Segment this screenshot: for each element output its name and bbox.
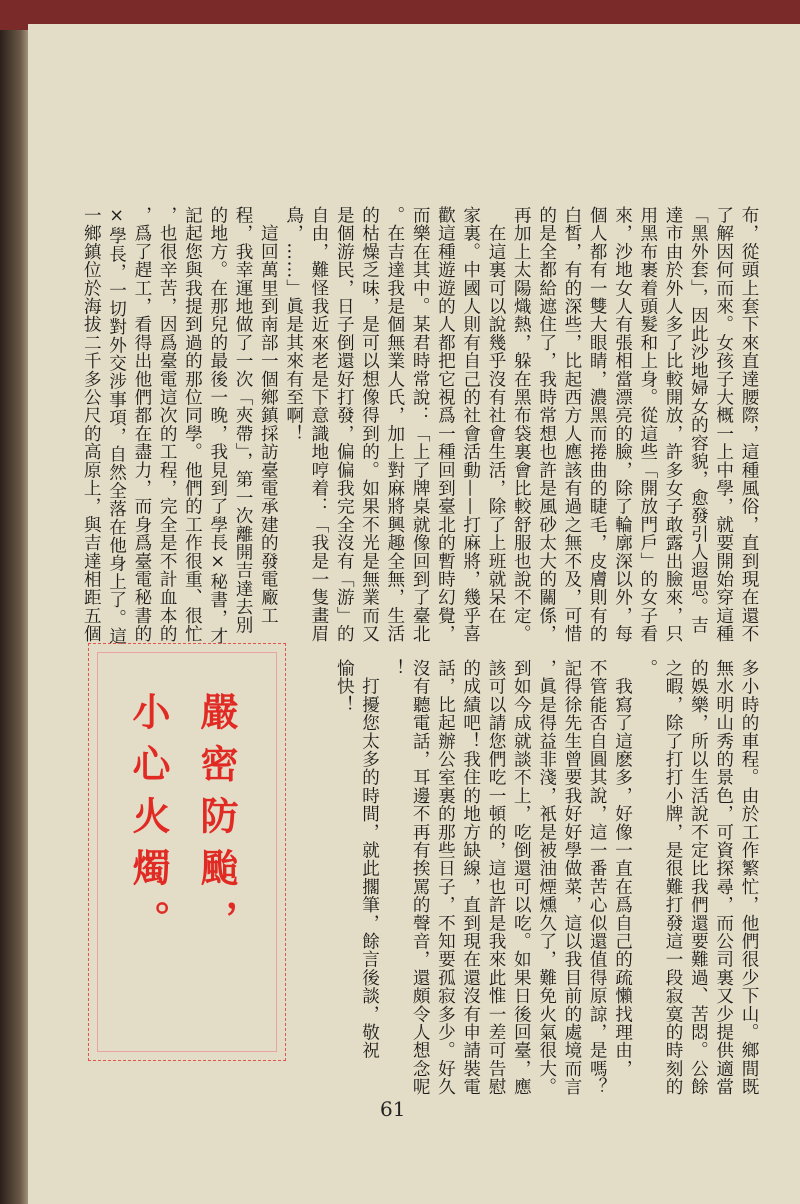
page-number: 61 (380, 1097, 406, 1121)
notice-line-fire: 小心火燭。 (126, 692, 170, 952)
upper-body-text: 布，從頭上套下來直達腰際，這種風俗，直到現在還不 了解因何而來。女孩子大概一上中學，就要開始穿這種 「黑外套」，因此沙地婦女的容貌，愈發引人遐思。吉 達市由於外人多了比較開放，許多女子敢露出臉來，只 用黑布裹着頭髮和上身。從這些「開放門戶」的女子看 來，沙地女人有張相當漂亮的臉，除了輪廓深以外，每 個人都有一雙大眼睛，濃黑而捲曲的睫毛，皮膚則有的 白皙，有的深些，比起西方人應該有過之無不及，可惜 的是全都給遮住了，我時常想也許是風砂太大的關係， 再加上太陽熾熱，躲在黑布袋裏會比較舒服也說不定。 在這裏可以說幾乎沒有社會生活，除了上班就呆在 家裏。中國人則有自己的社會活動——打麻將，幾乎喜 歡這種遊遊的人都把它視爲一種回到臺北的暫時幻覺， 而樂在其中。某君時常說：「上了牌桌就像回到了臺北 。在吉達我是個無業人氏，加上對麻將興趣全無，生活 的枯燥乏味，是可以想像得到的。如果不光是無業而又 是個游民，日子倒還好打發，偏偏我完全沒有「游」的 自由，難怪我近來老是下意識地哼着：「我是一隻畫眉 鳥，……」眞是其來有至啊！ 這回萬里到南部一個鄉鎮採訪臺電承建的發電廠工 程，我幸運地做了一次「夾帶」，第一次離開吉達去別 的地方。在那兒的最後一晚，我見到了學長×秘書，才 記起您與我提到過的那位同學。他們的工作很重、很忙 ，也很辛苦，因爲臺電這次的工程，完全是不計血本的 ，爲了趕工，看得出他們都在盡力，而身爲臺電秘書的 ×學長，一切對外交涉事項，自然全落在他身上了。這 一鄉鎮位於海拔二千多公尺的高原上，與吉達相距五個 (81, 206, 759, 646)
lower-body-text: 多小時的車程。由於工作繁忙，他們很少下山。鄉間既 無水明山秀的景色，可資探尋，而公司裏又少提供適當 的娛樂，所以生活說不定比我們還要難過、苦悶。公餘 之暇，除了打打小牌，是很難打發這一段寂寞的時刻的 。 我寫了這麽多，好像一直在爲自己的疏懶找理由， 不管能否自圓其說，這一番苦心似還值得原諒，是嗎？ 記得徐先生曾要我好好學做菜，這以我目前的處境而言 ，眞是得益非淺，衹是被油煙燻久了，難免火氣很大。 到如今成就談不上，吃倒還可以吃。如果日後回臺，應 該可以請您們吃一頓的，這也許是我來此惟一差可告慰 的成績吧！我住的地方缺線，直到現在還沒有申請裝電 話，比起辦公室裏的那些日子，不知要孤寂多少。好久 沒有聽電話，耳邊不再有挨罵的聲音，還頗令人想念呢 ！ 打擾您太多的時間，就此擱筆，餘言後談，敬祝 愉快！ (334, 659, 759, 1096)
fire-safety-notice-box (88, 643, 286, 1061)
notice-line-typhoon: 嚴密防颱， (194, 692, 238, 952)
